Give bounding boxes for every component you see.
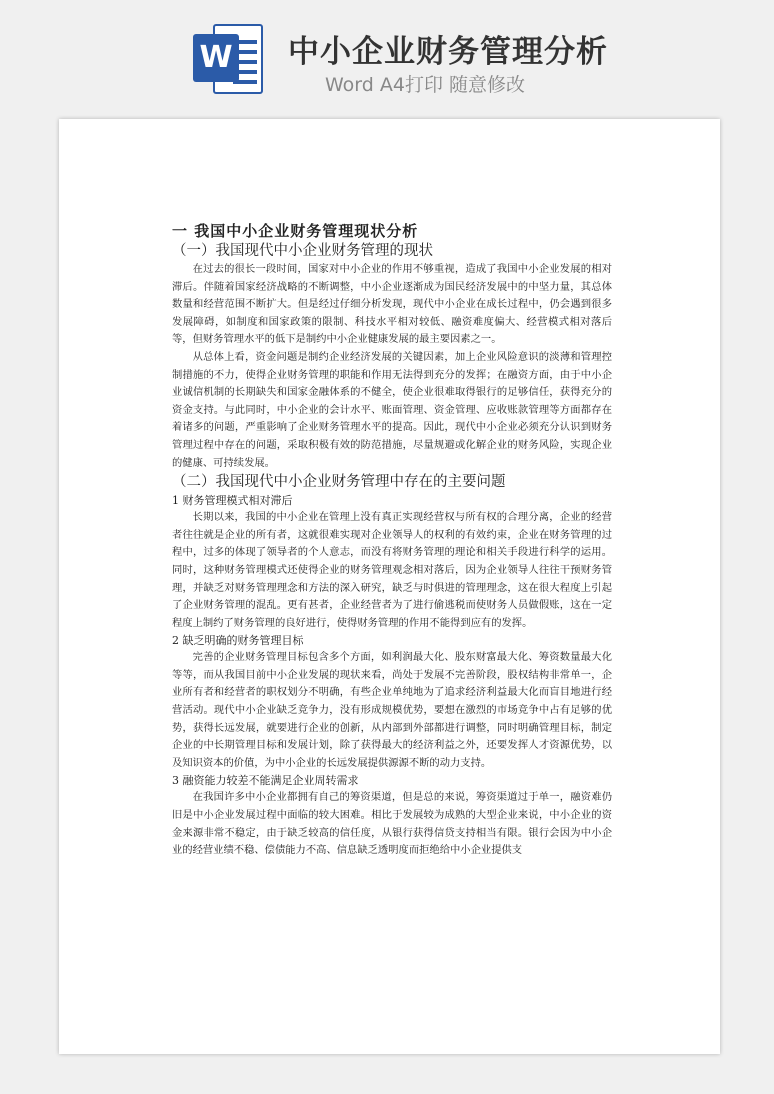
item2-heading: 2 缺乏明确的财务管理目标 bbox=[172, 634, 304, 648]
document-content bbox=[172, 222, 612, 860]
section1-paragraph-2: 从总体上看，资金问题是制约企业经济发展的关键因素，加上企业风险意识的淡薄和管理控制措施的不力，使得企业财务管理的职能和作用无法得到充分的发挥；在融资方面，由于中小企业诚信机制的长期缺失和国家金融体系的不健全，使企业很难取得银行的足够信任，获得充分的资金支持。与此同时，中小企业的会计水平、账面管理、资金管理、应收账款管理等方面都存在着诸多的问题，严重影响了企业财务管理水平的提高。因此，现代中小企业必须充分认识到财务管理过程中存在的问题，采取积极有效的防范措施，尽量规避或化解企业的财务风险，实现企业的健康、可持续发展。 bbox=[172, 350, 612, 469]
heading-level1: 一 我国中小企业财务管理现状分析 bbox=[172, 222, 419, 240]
item1-paragraph: 长期以来，我国的中小企业在管理上没有真正实现经营权与所有权的合理分离，企业的经营者往往就是企业的所有者，这就很难实现对企业领导人的权利的有效约束，企业在财务管理的过程中，过多的体现了领导者的个人意志，而没有将财务管理的理论和相关手段进行科学的运用。同时，这种财务管理模式还使得企业的财务管理观念相对落后，因为企业领导人往往干预财务管理，并缺乏对财务管理理念和方法的深入研究，缺乏与时俱进的管理理念，这在很大程度上引起了企业财务管理的混乱。更有甚者，企业经营者为了进行偷逃税而使财务人员做假账，这在一定程度上制约了财务管理的良好进行，使得财务管理的作用不能得到应有的发挥。 bbox=[172, 511, 612, 629]
item3-paragraph: 在我国许多中小企业都拥有自己的筹资渠道，但是总的来说，筹资渠道过于单一，融资难仍旧是中小企业发展过程中面临的较大困难。相比于发展较为成熟的大型企业来说，中小企业的资金来源非常不稳定，由于缺乏较高的信任度，从银行获得信贷支持相当有限。银行会因为中小企业的经营业绩不稳、偿债能力不高、信息缺乏透明度而拒绝给中小企业提供支 bbox=[172, 791, 612, 857]
section2-heading: （二）我国现代中小企业财务管理中存在的主要问题 bbox=[172, 474, 506, 491]
word-badge: W bbox=[193, 34, 239, 82]
section1-paragraph-1: 在过去的很长一段时间，国家对中小企业的作用不够重视，造成了我国中小企业发展的相对滞后。伴随着国家经济战略的不断调整，中小企业逐渐成为国民经济发展中的中坚力量，其总体数量和经营范围不断扩大。但是经过仔细分析发现，现代中小企业在成长过程中，仍会遇到很多发展障碍，如制度和国家政策的限制、科技水平相对较低、融资难度偏大、经营模式相对落后等，但财务管理水平的低下是制约中小企业健康发展的最主要因素之一。 bbox=[172, 263, 612, 346]
document-page bbox=[59, 119, 720, 1054]
page-subtitle: Word A4打印 随意修改 bbox=[325, 74, 526, 96]
item3-heading: 3 融资能力较差不能满足企业周转需求 bbox=[172, 774, 359, 788]
page-title: 中小企业财务管理分析 bbox=[288, 34, 608, 70]
item2-paragraph: 完善的企业财务管理目标包含多个方面，如利润最大化、股东财富最大化、筹资数量最大化等等，而从我国目前中小企业发展的现状来看，尚处于发展不完善阶段，股权结构非常单一，企业所有者和经营者的职权划分不明确，有些企业单纯地为了追求经济利益最大化而盲目地进行经营活动。现代中小企业缺乏竞争力，没有形成规模优势，要想在激烈的市场竞争中占有足够的优势，获得长远发展，就要进行企业的创新，从内部到外部都进行调整，同时明确管理目标，制定企业的中长期管理目标和发展计划，除了获得最大的经济利益之外，还要发挥人才资源优势，以及知识资本的价值，为中小企业的长远发展提供源源不断的动力支持。 bbox=[172, 651, 612, 769]
section1-heading: （一）我国现代中小企业财务管理的现状 bbox=[172, 243, 433, 259]
item1-heading: 1 财务管理模式相对滞后 bbox=[172, 494, 293, 508]
word-icon bbox=[193, 22, 265, 96]
page-header bbox=[0, 0, 774, 118]
